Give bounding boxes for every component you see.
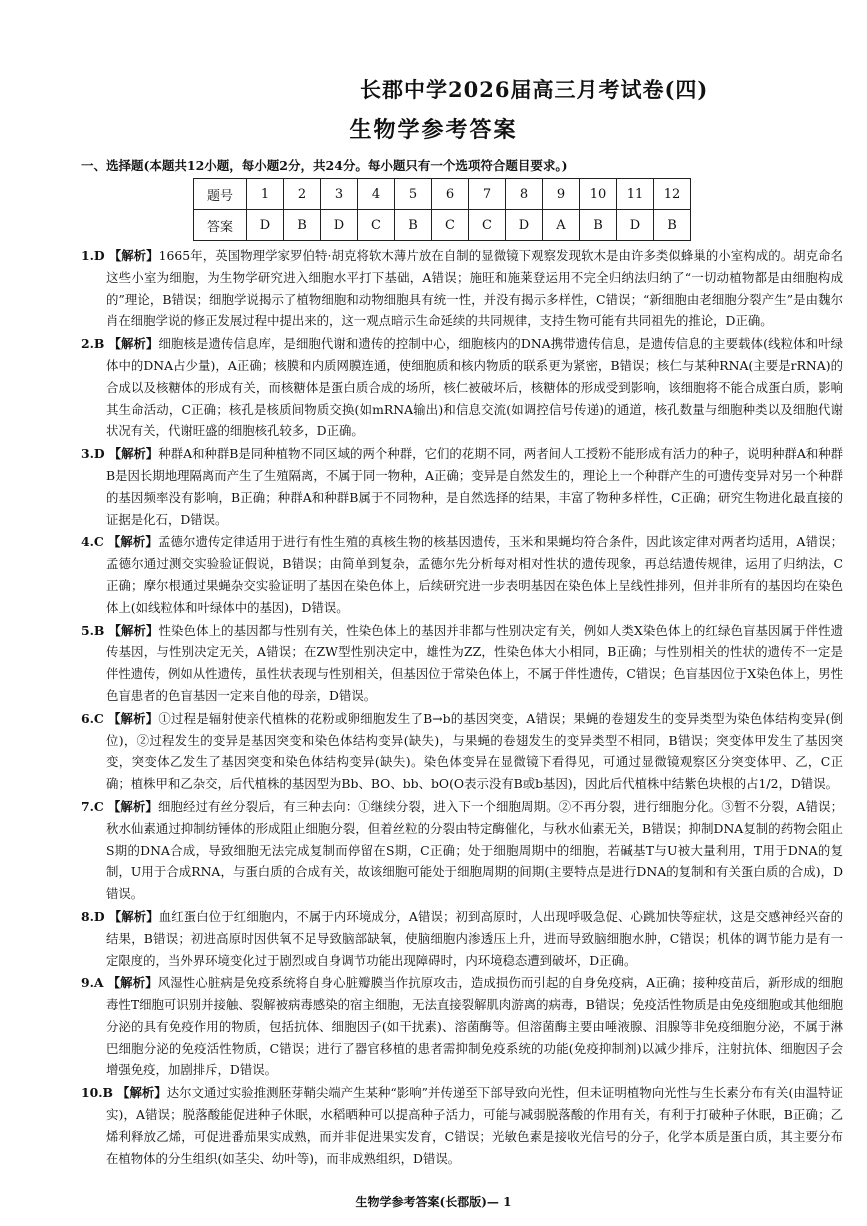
answer-cell: A <box>543 210 580 241</box>
explanation-list <box>81 245 843 1170</box>
explanation-item <box>81 972 843 1081</box>
question-answer-label: 10.B <box>81 1085 114 1101</box>
question-number: 2 <box>284 179 321 210</box>
answer-cell: C <box>432 210 469 241</box>
analysis-tag: 【解析】 <box>107 534 158 550</box>
answer-cell: D <box>321 210 358 241</box>
question-number-row <box>194 179 691 210</box>
question-answer-label: 8.D <box>81 908 105 924</box>
question-number: 5 <box>395 179 432 210</box>
page-footer: 生物学参考答案(长郡版)— 1 <box>355 1195 512 1209</box>
answer-cell: D <box>247 210 284 241</box>
analysis-tag: 【解析】 <box>108 622 159 638</box>
question-number: 12 <box>654 179 691 210</box>
question-answer-label: 2.B <box>81 336 105 352</box>
question-number: 8 <box>506 179 543 210</box>
question-answer-label: 5.B <box>81 622 105 638</box>
analysis-tag: 【解析】 <box>108 446 159 462</box>
row-label-answer: 答案 <box>194 210 247 241</box>
analysis-tag: 【解析】 <box>108 908 159 924</box>
explanation-text: 细胞经过有丝分裂后，有三种去向：①继续分裂，进入下一个细胞周期。②不再分裂，进行细胞分化。③暂不分裂，A错误；秋水仙素通过抑制纺锤体的形成阻止细胞分裂，但着丝粒的分裂由特定酶催化，与秋水仙素无关，B错误；抑制DNA复制的药物会阻止S期的DNA合成，导致细胞无法完成复制而停留在S期，C正确；处于细胞周期中的细胞，若碱基T与U被大量利用，T用于DNA的复制，U用于合成RNA，与蛋白质的合成有关，故该细胞可能处于细胞周期的间期(主要特点是进行DNA的复制和有关蛋白质的合成)，D错误。 <box>106 798 844 902</box>
question-number: 1 <box>247 179 284 210</box>
explanation-item <box>81 906 843 971</box>
analysis-tag: 【解析】 <box>108 336 159 352</box>
explanation-item <box>81 708 843 795</box>
answer-cell: B <box>580 210 617 241</box>
answer-cell: D <box>506 210 543 241</box>
explanation-text: ①过程是辐射使亲代植株的花粉或卵细胞发生了B→b的基因突变，A错误；果蝇的卷翅发生的变异类型为染色体结构变异(倒位)，②过程发生的变异是基因突变和染色体结构变异(缺失)，与果蝇的卷翅发生的变异类型不相同，B错误；突变体甲发生了基因突变，突变体乙发生了基因突变和染色体结构变异(缺失)。染色体变异在显微镜下看得见，可通过显微镜观察区分突变体甲、乙，C正确；植株甲和乙杂交，后代植株的基因型为Bb、BO、bb、bO(O表示没有B或b基因)，因此后代植株中结紫色块根的占1/2，D错误。 <box>106 710 843 792</box>
question-number: 11 <box>617 179 654 210</box>
question-answer-label: 4.C <box>81 534 104 550</box>
question-number: 6 <box>432 179 469 210</box>
analysis-tag: 【解析】 <box>117 1085 167 1101</box>
question-number: 3 <box>321 179 358 210</box>
exam-title: 长郡中学2026届高三月考试卷(四) <box>360 77 709 102</box>
question-answer-label: 1.D <box>81 248 105 263</box>
page-title: 生物学参考答案 <box>349 117 518 143</box>
answer-cell: B <box>395 210 432 241</box>
explanation-item <box>81 796 843 905</box>
explanation-item <box>81 1082 843 1169</box>
explanation-item <box>81 620 843 707</box>
explanation-text: 细胞核是遗传信息库，是细胞代谢和遗传的控制中心，细胞核内的DNA携带遗传信息，是遗传信息的主要载体(线粒体和叶绿体中的DNA占少量)，A正确；核膜和内质网膜连通，使细胞质和核内物质的联系更为紧密，B错误；核仁与某种RNA(主要是rRNA)的合成以及核糖体的形成有关，而核糖体是蛋白质合成的场所，核仁被破坏后，核糖体的形成受到影响，该细胞将不能合成蛋白质，影响其生命活动，C正确；核孔是核质间物质交换(如mRNA输出)和信息交流(如调控信号传递)的通道，核孔数量与细胞种类以及细胞代谢状况有关，代谢旺盛的细胞核孔较多，D正确。 <box>106 336 843 439</box>
analysis-tag: 【解析】 <box>107 975 158 991</box>
question-answer-label: 7.C <box>81 798 104 814</box>
analysis-tag: 【解析】 <box>108 248 159 263</box>
section-heading: 一、选择题(本题共12小题，每小题2分，共24分。每小题只有一个选项符合题目要求。) <box>81 158 568 173</box>
explanation-text: 孟德尔遗传定律适用于进行有性生殖的真核生物的核基因遗传，玉米和果蝇均符合条件，因此该定律对两者均适用，A错误；孟德尔通过测交实验验证假说，B错误；由简单到复杂，孟德尔先分析每对相对性状的遗传现象，再总结遗传规律，运用了归纳法，C正确；摩尔根通过果蝇杂交实验证明了基因在染色体上，后续研究进一步表明基因在染色体上呈线性排列，但并非所有的基因均在染色体上(如线粒体和叶绿体中的基因)，D错误。 <box>106 534 844 615</box>
explanation-item <box>81 531 843 618</box>
answer-cell: C <box>358 210 395 241</box>
explanation-text: 种群A和种群B是同种植物不同区域的两个种群，它们的花期不同，两者间人工授粉不能形成有活力的种子，说明种群A和种群B是因长期地理隔离而产生了生殖隔离，不属于同一物种，A正确；变异是自然发生的，理论上一个种群产生的可遗传变异对另一个种群的基因频率没有影响，B正确；种群A和种群B属于不同物种，是自然选择的结果，丰富了物种多样性，C正确；研究生物进化最直接的证据是化石，D错误。 <box>106 446 843 527</box>
question-answer-label: 9.A <box>81 975 104 991</box>
row-label-number: 题号 <box>194 179 247 210</box>
answer-row <box>194 210 691 241</box>
explanation-item <box>81 245 843 332</box>
explanation-item <box>81 333 843 442</box>
question-number: 10 <box>580 179 617 210</box>
explanation-text: 风湿性心脏病是免疫系统将自身心脏瓣膜当作抗原攻击，造成损伤而引起的自身免疫病，A正确；接种疫苗后，新形成的细胞毒性T细胞可识别并接触、裂解被病毒感染的宿主细胞，无法直接裂解肌肉游离的病毒，B错误；免疫活性物质是由免疫细胞或其他细胞分泌的具有免疫作用的物质，包括抗体、细胞因子(如干扰素)、溶菌酶等。但溶菌酶主要由唾液腺、泪腺等非免疫细胞分泌，不属于淋巴细胞分泌的免疫活性物质，C错误；进行了器官移植的患者需抑制免疫系统的功能(免疫抑制剂)以减少排斥，注射抗体、细胞因子会增强免疫，加剧排斥，D错误。 <box>106 975 843 1078</box>
answer-cell: B <box>654 210 691 241</box>
answer-cell: D <box>617 210 654 241</box>
question-number: 4 <box>358 179 395 210</box>
explanation-item <box>81 443 843 530</box>
explanation-text: 性染色体上的基因都与性别有关，性染色体上的基因并非都与性别决定有关，例如人类X染色体上的红绿色盲基因属于伴性遗传基因，与性别决定无关，A错误；在ZW型性别决定中，雄性为ZZ，性染色体大小相同，B正确；与性别相关的性状的遗传不一定是伴性遗传，例如从性遗传，虽性状表现与性别相关，但基因位于常染色体上，不属于伴性遗传，C错误；色盲基因位于X染色体上，男性色盲患者的色盲基因一定来自他的母亲，D错误。 <box>106 622 843 703</box>
explanation-text: 血红蛋白位于红细胞内，不属于内环境成分，A错误；初到高原时，人出现呼吸急促、心跳加快等症状，这是交感神经兴奋的结果，B错误；初进高原时因供氧不足导致脑部缺氧，使脑细胞内渗透压上升，进而导致脑细胞水肿，C错误；机体的调节能力是有一定限度的，当外界环境变化过于剧烈或自身调节功能出现障碍时，内环境稳态遭到破坏，D正确。 <box>106 908 844 968</box>
question-answer-label: 6.C <box>81 710 104 726</box>
question-number: 9 <box>543 179 580 210</box>
answer-cell: C <box>469 210 506 241</box>
explanation-text: 达尔文通过实验推测胚芽鞘尖端产生某种“影响”并传递至下部导致向光性，但未证明植物向光性与生长素分布有关(由温特证实)，A错误；脱落酸能促进种子休眠，水稻晒种可以提高种子活力，可能与减弱脱落酸的作用有关，有利于打破种子休眠，B正确；乙烯利释放乙烯，可促进番茄果实成熟，而并非促进果实发育，C错误；光敏色素是接收光信号的分子，化学本质是蛋白质，其主要分布在植物体的分生组织(如茎尖、幼叶等)，而非成熟组织，D错误。 <box>106 1085 843 1166</box>
answer-table <box>193 178 691 241</box>
question-number: 7 <box>469 179 506 210</box>
explanation-text: 1665年，英国物理学家罗伯特·胡克将软木薄片放在自制的显微镜下观察发现软木是由许多类似蜂巢的小室构成的。胡克命名这些小室为细胞，为生物学研究进入细胞水平打下基础，A错误；施旺和施莱登运用不完全归纳法归纳了“一切动植物都是由细胞构成的”理论，B错误；细胞学说揭示了植物细胞和动物细胞具有统一性，并没有揭示多样性，C错误；“新细胞由老细胞分裂产生”是由魏尔肖在细胞学说的修正发展过程中提出来的，这一观点暗示生命延续的共同规律，支持生物可能有共同祖先的推论，D正确。 <box>106 248 843 329</box>
analysis-tag: 【解析】 <box>107 710 159 726</box>
answer-cell: B <box>284 210 321 241</box>
analysis-tag: 【解析】 <box>107 798 158 814</box>
question-answer-label: 3.D <box>81 446 105 462</box>
